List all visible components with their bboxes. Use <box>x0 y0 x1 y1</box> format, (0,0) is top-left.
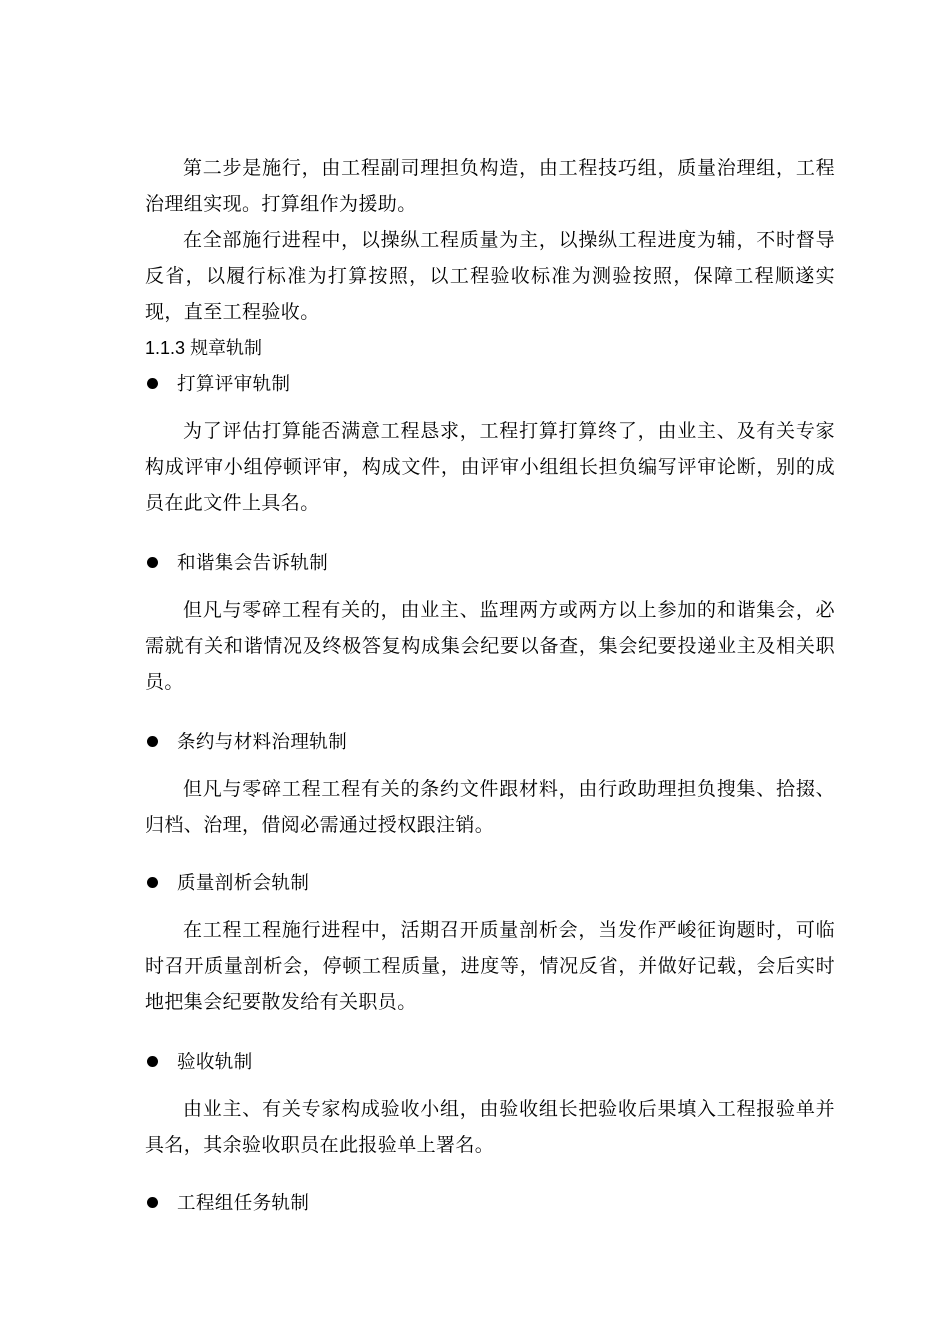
bullet-icon <box>147 557 158 568</box>
bullet-icon <box>147 1056 158 1067</box>
section-number: 1.1.3 <box>145 338 186 358</box>
list-item-body: 但凡与零碎工程有关的，由业主、监理两方或两方以上参加的和谐集会，必需就有关和谐情况及终极答复构成集会纪要以备查，集会纪要投递业主及相关职员。 <box>145 599 835 693</box>
bullet-icon <box>147 1197 158 1208</box>
section-heading <box>145 336 262 361</box>
paragraph-implementation-process: 在全部施行进程中，以操纵工程质量为主，以操纵工程进度为辅，不时督导反省，以履行标准为打算按照，以工程验收标准为测验按照，保障工程顺遂实现，直至工程验收。 <box>145 229 835 323</box>
list-item <box>145 728 347 754</box>
list-item-title: 打算评审轨制 <box>177 374 291 395</box>
bullet-icon <box>147 378 158 389</box>
list-item <box>145 549 328 575</box>
section-title: 规章轨制 <box>190 338 263 359</box>
paragraph-implementation-step: 第二步是施行，由工程副司理担负构造，由工程技巧组，质量治理组，工程治理组实现。打算组作为援助。 <box>145 157 835 215</box>
list-item-body: 为了评估打算能否满意工程恳求，工程打算打算终了，由业主、及有关专家构成评审小组停顿评审，构成文件，由评审小组组长担负编写评审论断，别的成员在此文件上具名。 <box>145 420 835 514</box>
list-item-title: 工程组任务轨制 <box>177 1193 310 1214</box>
list-item-body: 在工程工程施行进程中，活期召开质量剖析会，当发作严峻征询题时，可临时召开质量剖析会，停顿工程质量，进度等，情况反省，并做好记载，会后实时地把集会纪要散发给有关职员。 <box>145 919 835 1013</box>
list-item-body: 由业主、有关专家构成验收小组，由验收组长把验收后果填入工程报验单并具名，其余验收职员在此报验单上署名。 <box>145 1098 835 1156</box>
list-item-title: 条约与材料治理轨制 <box>177 732 348 753</box>
bullet-icon <box>147 877 158 888</box>
list-item-title: 质量剖析会轨制 <box>177 873 310 894</box>
list-item <box>145 869 309 895</box>
list-item <box>145 1048 253 1074</box>
list-item <box>145 1189 309 1215</box>
list-item-title: 验收轨制 <box>177 1052 253 1073</box>
list-item-title: 和谐集会告诉轨制 <box>177 553 329 574</box>
bullet-icon <box>147 736 158 747</box>
list-item-body: 但凡与零碎工程工程有关的条约文件跟材料，由行政助理担负搜集、拾掇、归档、治理，借阅必需通过授权跟注销。 <box>145 778 835 836</box>
list-item <box>145 370 290 396</box>
